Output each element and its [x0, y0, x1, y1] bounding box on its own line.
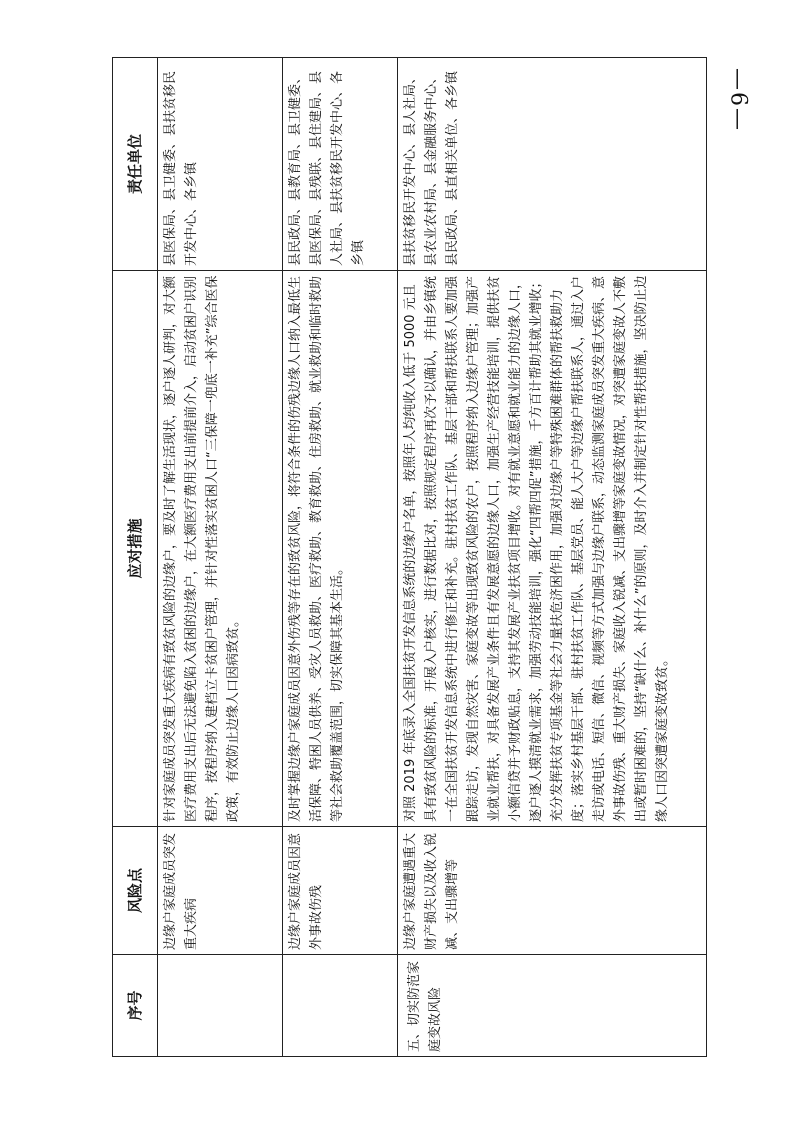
cell-risk: 边缘户家庭成员突发重大疾病 [158, 827, 283, 955]
measures-table-container [112, 58, 688, 1057]
table-header-row [113, 58, 158, 1057]
page-number-text: —6— [725, 68, 751, 132]
rotated-table [112, 58, 688, 1057]
cell-measures: 及时掌握边缘户家庭成员因意外伤残等存在的致贫风险，将符合条件的伤残边缘人口纳入最低生活保障、特困人员供养、受灾人员救助、医疗救助、教育救助、住房救助、就业救助和临时救助等社会救助覆盖范围，切实保障其基本生活。 [283, 271, 398, 827]
cell-measures: 针对家庭成员突发重大疾病有致贫风险的边缘户，要及时了解生活现状，逐户逐人研判，对大额医疗费用支出后无法避免陷入贫困的边缘户，在大额医疗费用支出前提前介入，启动贫困户识别程序，按程序纳入建档立卡贫困户管理，并针对性落实贫困人口“三保障一兜底一补充”综合医保政策，有效防止边缘人口因病致贫。 [158, 271, 283, 827]
cell-risk: 边缘户家庭遭遇重大财产损失以及收入锐减、支出骤增等 [398, 827, 707, 955]
cell-unit: 县扶贫移民开发中心、县人社局、县农业农村局、县金融服务中心、县民政局、县直相关单位、各乡镇 [398, 58, 707, 271]
cell-unit: 县医保局、县卫健委、县扶贫移民开发中心、各乡镇 [158, 58, 283, 271]
header-seq: 序号 [113, 955, 158, 1057]
header-unit: 责任单位 [113, 58, 158, 271]
table-row [283, 58, 398, 1057]
table-row [158, 58, 283, 1057]
page-number [718, 40, 758, 160]
cell-seq [283, 955, 398, 1057]
cell-measures: 对照 2019 年底录入全国扶贫开发信息系统的边缘户名单，按照年人均纯收入低于 5000 元且具有致贫风险的标准，开展入户核实，进行数据比对，按照规定程序再次予以确认，并由乡镇统一在全国扶贫开发信息系统中进行修正和补充。驻村扶贫工作队、基层干部和帮扶联系人要加强跟踪走访，发现自然灾害、家庭变故等出现致贫风险的农户，按照程序纳入边缘户管理；加强产业就业帮扶，对具备发展产业条件且有发展意愿的边缘人口，加强生产经营技能培训，提供扶贫小额信贷并予财政贴息，支持其发展产业扶贫项目增收。对有就业意愿和就业能力的边缘人口，逐户逐人摸清就业需求，加强劳动技能培训，强化“四帮四促”措施，千方百计帮助其就业增收；充分发挥扶贫专项基金等社会力量扶危济困作用，加强对边缘户等特殊困难群体的帮扶救助力度；落实乡村基层干部、驻村扶贫工作队、基层党员、能人大户等边缘户帮扶联系人，通过入户走访或电话、短信、微信、视频等方式加强与边缘户联系，动态监测家庭成员突发重大疾病、意外事故伤残、重大财产损失、家庭收入锐减、支出骤增等家庭变故情况，对突遭家庭变故人不敷出或暂时困难的，坚持“缺什么、补什么”的原则，及时介入并制定针对性帮扶措施，坚决防止边缘人口因突遭家庭变故致贫。 [398, 271, 707, 827]
cell-seq: 五、切实防范家庭变故风险 [398, 955, 707, 1057]
header-measures: 应对措施 [113, 271, 158, 827]
header-risk: 风险点 [113, 827, 158, 955]
cell-risk: 边缘户家庭成员因意外事故伤残 [283, 827, 398, 955]
risk-measures-table [112, 57, 707, 1057]
table-row [398, 58, 707, 1057]
cell-seq [158, 955, 283, 1057]
cell-unit: 县民政局、县教育局、县卫健委、县医保局、县残联、县住建局、县人社局、县扶贫移民开发中心、各乡镇 [283, 58, 398, 271]
